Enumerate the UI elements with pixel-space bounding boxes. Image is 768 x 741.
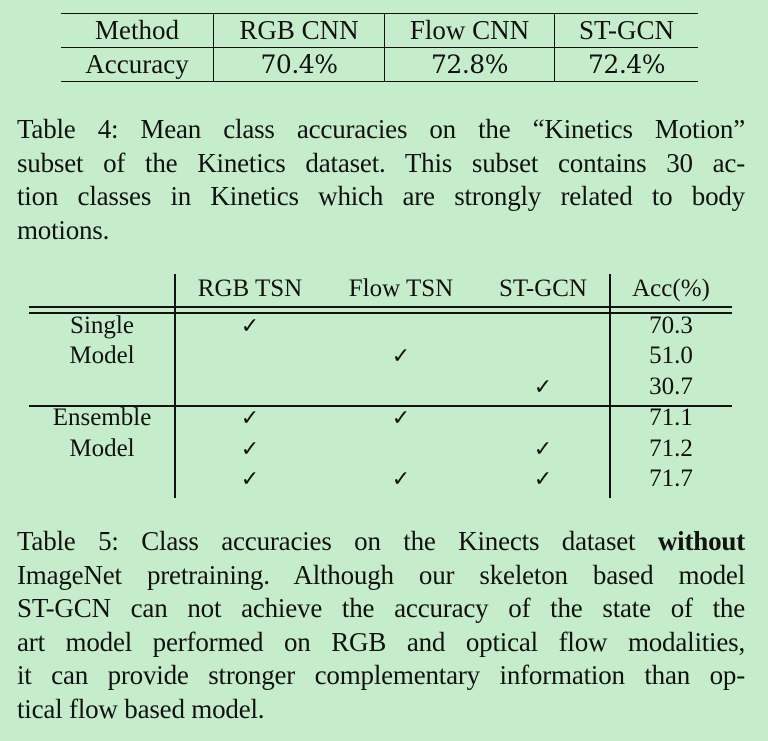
caption-line: motions.: [17, 214, 110, 245]
check-icon: ✓: [533, 437, 553, 462]
table-5: [29, 274, 732, 498]
group-label-ensemble-model: Model: [69, 435, 135, 462]
table-4-header-row: [61, 14, 698, 48]
header-rgb-tsn: RGB TSN: [197, 275, 303, 302]
header-st-gcn: ST-GCN: [555, 14, 699, 48]
caption-line: it can provide stronger complementary information than op-: [17, 660, 745, 691]
check-icon: ✓: [391, 467, 411, 492]
acc-value: 71.1: [649, 404, 693, 431]
acc-value: 71.2: [649, 435, 693, 462]
value-rgb-cnn: 70.4%: [214, 48, 385, 82]
header-st-gcn: ST-GCN: [499, 275, 587, 302]
check-icon: ✓: [240, 467, 260, 492]
header-flow-tsn: Flow TSN: [348, 275, 454, 302]
acc-value: 30.7: [649, 373, 693, 400]
group-label-ensemble: Ensemble: [52, 404, 152, 431]
table-5-caption: [17, 525, 745, 727]
check-icon: ✓: [391, 406, 411, 431]
check-icon: ✓: [240, 314, 260, 339]
acc-value: 71.7: [649, 465, 693, 492]
check-icon: ✓: [240, 406, 260, 431]
caption-bold-text: without: [657, 526, 745, 556]
table-4: [61, 13, 698, 82]
header-flow-cnn: Flow CNN: [385, 14, 555, 48]
header-method: Method: [61, 14, 214, 48]
check-icon: ✓: [240, 437, 260, 462]
check-icon: ✓: [533, 375, 553, 400]
acc-value: 51.0: [649, 342, 693, 369]
caption-line: art model performed on RGB and optical flow modalities,: [17, 626, 745, 657]
group-label-single: Single: [70, 312, 134, 339]
vertical-rule-right: [609, 274, 611, 498]
value-st-gcn: 72.4%: [555, 48, 699, 82]
value-flow-cnn: 72.8%: [385, 48, 555, 82]
caption-line: ImageNet pretraining. Although our skeleton based model: [17, 559, 745, 590]
header-rgb-cnn: RGB CNN: [214, 14, 385, 48]
check-icon: ✓: [533, 467, 553, 492]
group-label-single-model: Model: [69, 342, 135, 369]
caption-line: subset of the Kinetics dataset. This subset contains 30 ac-: [17, 147, 745, 178]
caption-line: tion classes in Kinetics which are strongly related to body: [17, 181, 745, 212]
caption-line: [17, 525, 745, 559]
acc-value: 70.3: [649, 312, 693, 339]
table-4-caption: [17, 113, 745, 247]
caption-text: Table 5: Class accuracies on the Kinects dataset: [17, 526, 636, 556]
row-label-accuracy: Accuracy: [61, 48, 214, 82]
check-icon: ✓: [391, 344, 411, 369]
caption-line: Table 4: Mean class accuracies on the “Kinetics Motion”: [17, 114, 745, 144]
header-acc: Acc(%): [632, 275, 710, 302]
vertical-rule-left: [174, 274, 176, 498]
table-4-accuracy-row: [61, 48, 698, 82]
header-rule-bottom: [29, 312, 732, 314]
caption-line: ST-GCN can not achieve the accuracy of the state of the: [17, 593, 745, 624]
caption-line: tical flow based model.: [17, 693, 265, 724]
header-rule-top: [29, 306, 732, 308]
